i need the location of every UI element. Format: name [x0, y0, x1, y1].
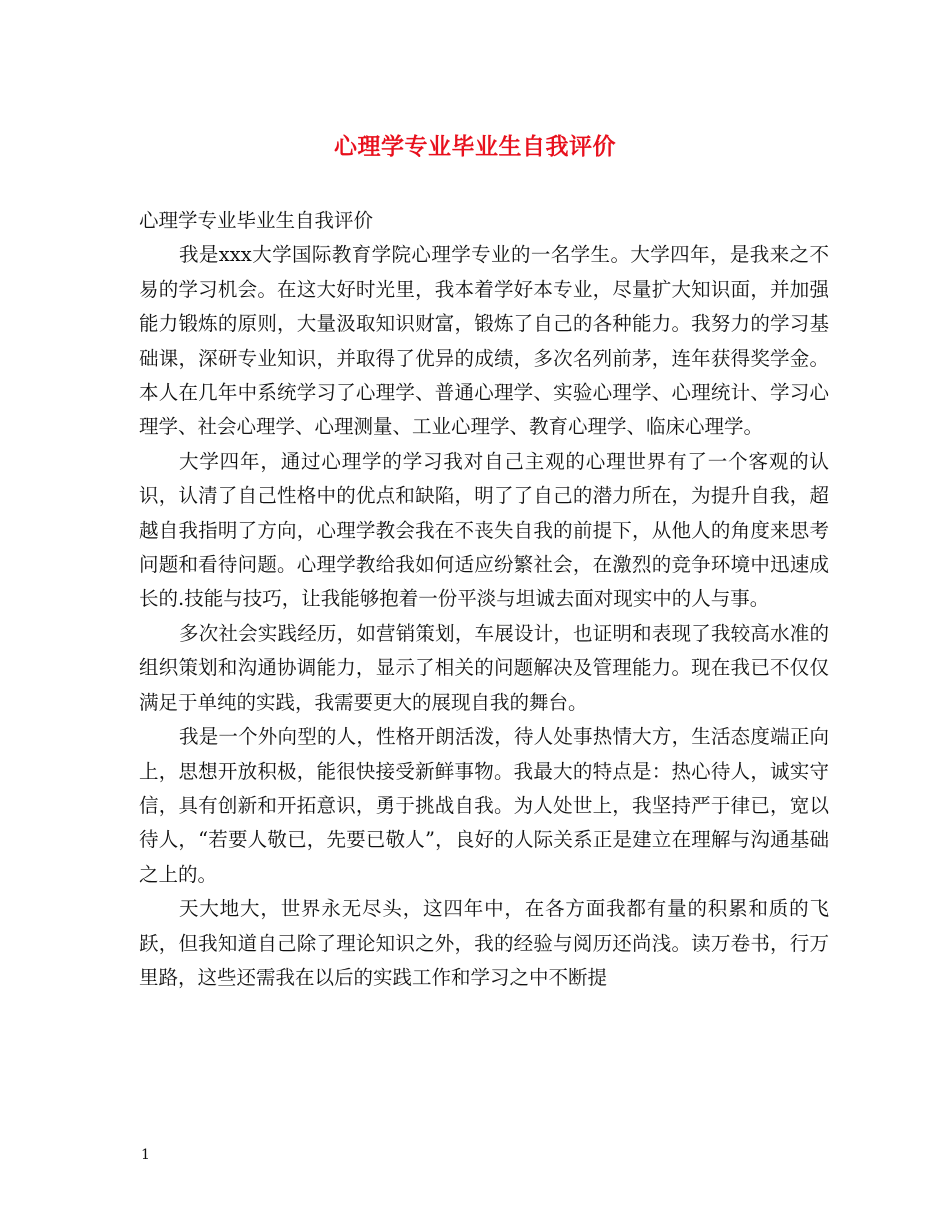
paragraph-3: 多次社会实践经历，如营销策划，车展设计，也证明和表现了我较高水准的组织策划和沟通协调能力，显示了相关的问题解决及管理能力。现在我已不仅仅满足于单纯的实践，我需要更大的展现自我的舞台。: [139, 621, 829, 714]
document-subtitle: 心理学专业毕业生自我评价: [139, 209, 374, 232]
paragraph-4: 我是一个外向型的人，性格开朗活泼，待人处事热情大方，生活态度端正向上，思想开放积极，能很快接受新鲜事物。我最大的特点是：热心待人，诚实守信，具有创新和开拓意识，勇于挑战自我。为人处世上，我坚持严于律已，宽以待人，“若要人敬已，先要已敬人”，良好的人际关系正是建立在理解与沟通基础之上的。: [139, 725, 829, 886]
paragraph-5: 天大地大，世界永无尽头，这四年中，在各方面我都有量的积累和质的飞跃，但我知道自己除了理论知识之外，我的经验与阅历还尚浅。读万卷书，行万里路，这些还需我在以后的实践工作和学习之中不断提: [139, 897, 829, 989]
document-body: [139, 204, 829, 995]
paragraph-2: 大学四年，通过心理学的学习我对自己主观的心理世界有了一个客观的认识，认清了自己性格中的优点和缺陷，明了了自己的潜力所在，为提升自我，超越自我指明了方向，心理学教会我在不丧失自我的前提下，从他人的角度来思考问题和看待问题。心理学教给我如何适应纷繁社会，在激烈的竞争环境中迅速成长的.技能与技巧，让我能够抱着一份平淡与坦诚去面对现实中的人与事。: [139, 449, 829, 611]
paragraph-1: 我是xxx大学国际教育学院心理学专业的一名学生。大学四年，是我来之不易的学习机会。在这大好时光里，我本着学好本专业，尽量扩大知识面，并加强能力锻炼的原则，大量汲取知识财富，锻炼了自己的各种能力。我努力的学习基础课，深研专业知识，并取得了优异的成绩，多次名列前茅，连年获得奖学金。本人在几年中系统学习了心理学、普通心理学、实验心理学、心理统计、学习心理学、社会心理学、心理测量、工业心理学、教育心理学、临床心理学。: [139, 243, 829, 439]
page-number: 1: [141, 1147, 150, 1163]
document-title: 心理学专业毕业生自我评价: [334, 133, 616, 160]
